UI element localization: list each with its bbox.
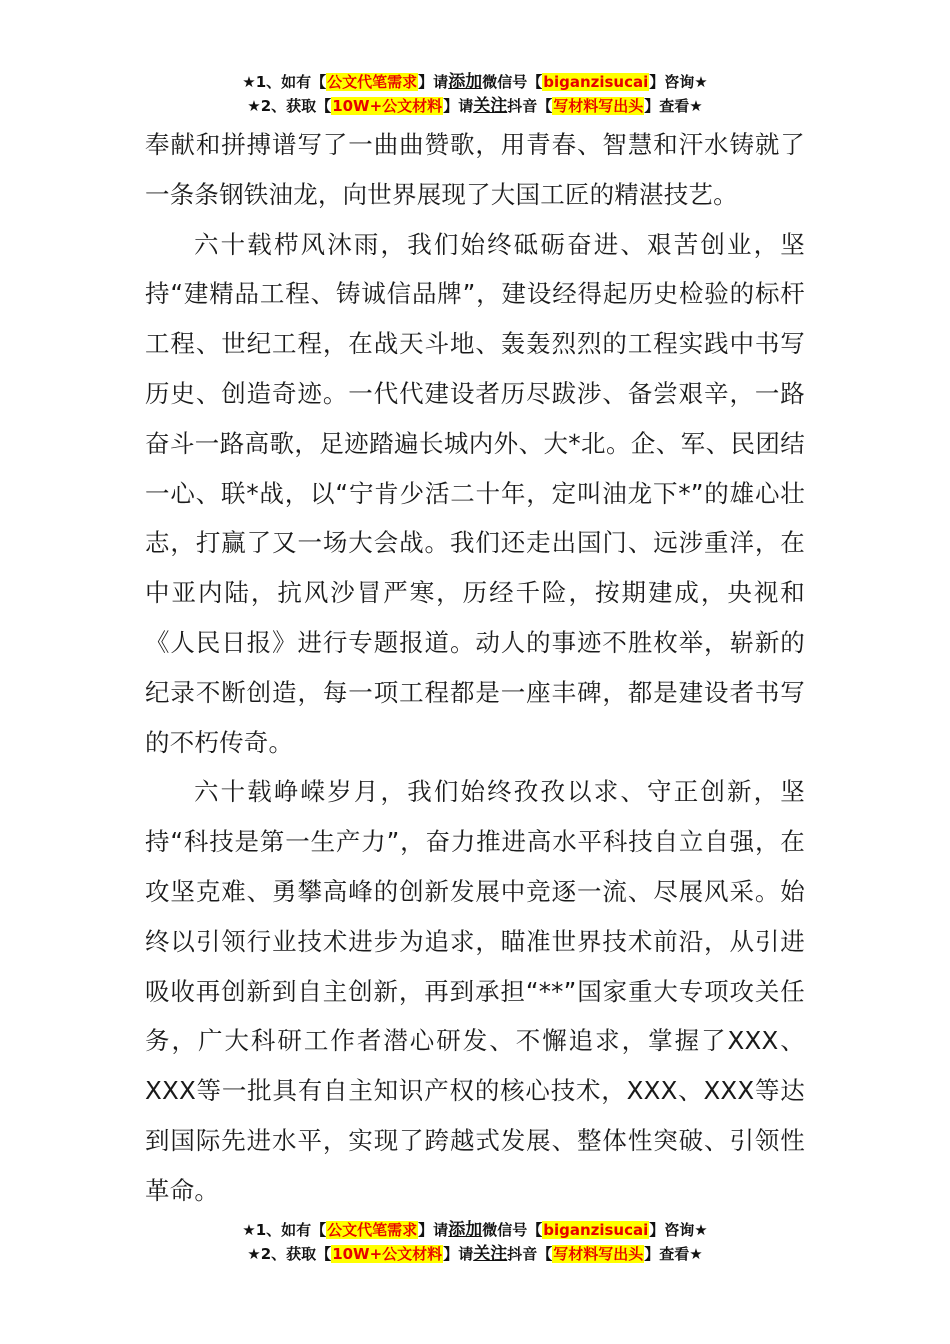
banner-highlight: 公文代笔需求 — [327, 73, 418, 91]
footer-banner — [0, 1218, 950, 1266]
banner-text: 抖音【 — [507, 97, 553, 115]
paragraph-1: 奉献和拼搏谱写了一曲曲赞歌，用青春、智慧和汗水铸就了一条条钢铁油龙，向世界展现了大国工匠的精湛技艺。 — [145, 130, 805, 209]
banner-line-2 — [0, 1242, 950, 1266]
banner-text: 】查看★ — [644, 97, 703, 115]
banner-text: 】查看★ — [644, 1245, 703, 1263]
paragraph-3: 六十载峥嵘岁月，我们始终孜孜以求、守正创新，坚持“科技是第一生产力”，奋力推进高水平科技自立自强，在攻坚克难、勇攀高峰的创新发展中竞逐一流、尽展风采。始终以引领行业技术进步为追求，瞄准世界技术前沿，从引进吸收再创新到自主创新，再到承担“**”国家重大专项攻关任务，广大科研工作者潜心研发、不懈追求，掌握了XXX、XXX等一批具有自主知识产权的核心技术，XXX、XXX等达到国际先进水平，实现了跨越式发展、整体性突破、引领性革命。 — [145, 777, 805, 1205]
banner-highlight: 10W+公文材料 — [332, 97, 443, 115]
banner-highlight: 写材料写出头 — [553, 97, 644, 115]
banner-highlight: 10W+公文材料 — [332, 1245, 443, 1263]
banner-text: 】请 — [418, 1221, 449, 1239]
banner-text: 】请 — [418, 73, 449, 91]
banner-emphasis: 添加 — [448, 72, 483, 92]
document-body — [145, 120, 805, 1216]
banner-line-1 — [0, 1218, 950, 1242]
banner-emphasis: 关注 — [473, 1244, 508, 1264]
header-banner — [0, 70, 950, 118]
banner-highlight: 公文代笔需求 — [327, 1221, 418, 1239]
banner-line-1 — [0, 70, 950, 94]
banner-text: 抖音【 — [507, 1245, 553, 1263]
banner-line-2 — [0, 94, 950, 118]
banner-text: ★1、如有【 — [242, 73, 327, 91]
banner-text: ★2、获取【 — [247, 97, 332, 115]
banner-highlight: 写材料写出头 — [553, 1245, 644, 1263]
banner-text: 微信号【 — [482, 73, 543, 91]
banner-emphasis: 关注 — [473, 96, 508, 116]
banner-text: 】请 — [443, 97, 474, 115]
banner-text: 】咨询★ — [649, 1221, 708, 1239]
banner-emphasis: 添加 — [448, 1220, 483, 1240]
banner-text: 】咨询★ — [649, 73, 708, 91]
banner-highlight: biganzisucai — [543, 73, 649, 91]
banner-text: 】请 — [443, 1245, 474, 1263]
paragraph-2: 六十载栉风沐雨，我们始终砥砺奋进、艰苦创业，坚持“建精品工程、铸诚信品牌”，建设经得起历史检验的标杆工程、世纪工程，在战天斗地、轰轰烈烈的工程实践中书写历史、创造奇迹。一代代建设者历尽跋涉、备尝艰辛，一路奋斗一路高歌，足迹踏遍长城内外、大*北。企、军、民团结一心、联*战，以“宁肯少活二十年，定叫油龙下*”的雄心壮志，打赢了又一场大会战。我们还走出国门、远涉重洋，在中亚内陆，抗风沙冒严寒，历经千险，按期建成，央视和《人民日报》进行专题报道。动人的事迹不胜枚举，崭新的纪录不断创造，每一项工程都是一座丰碑，都是建设者书写的不朽传奇。 — [145, 229, 805, 757]
banner-highlight: biganzisucai — [543, 1221, 649, 1239]
banner-text: ★2、获取【 — [247, 1245, 332, 1263]
banner-text: ★1、如有【 — [242, 1221, 327, 1239]
banner-text: 微信号【 — [482, 1221, 543, 1239]
